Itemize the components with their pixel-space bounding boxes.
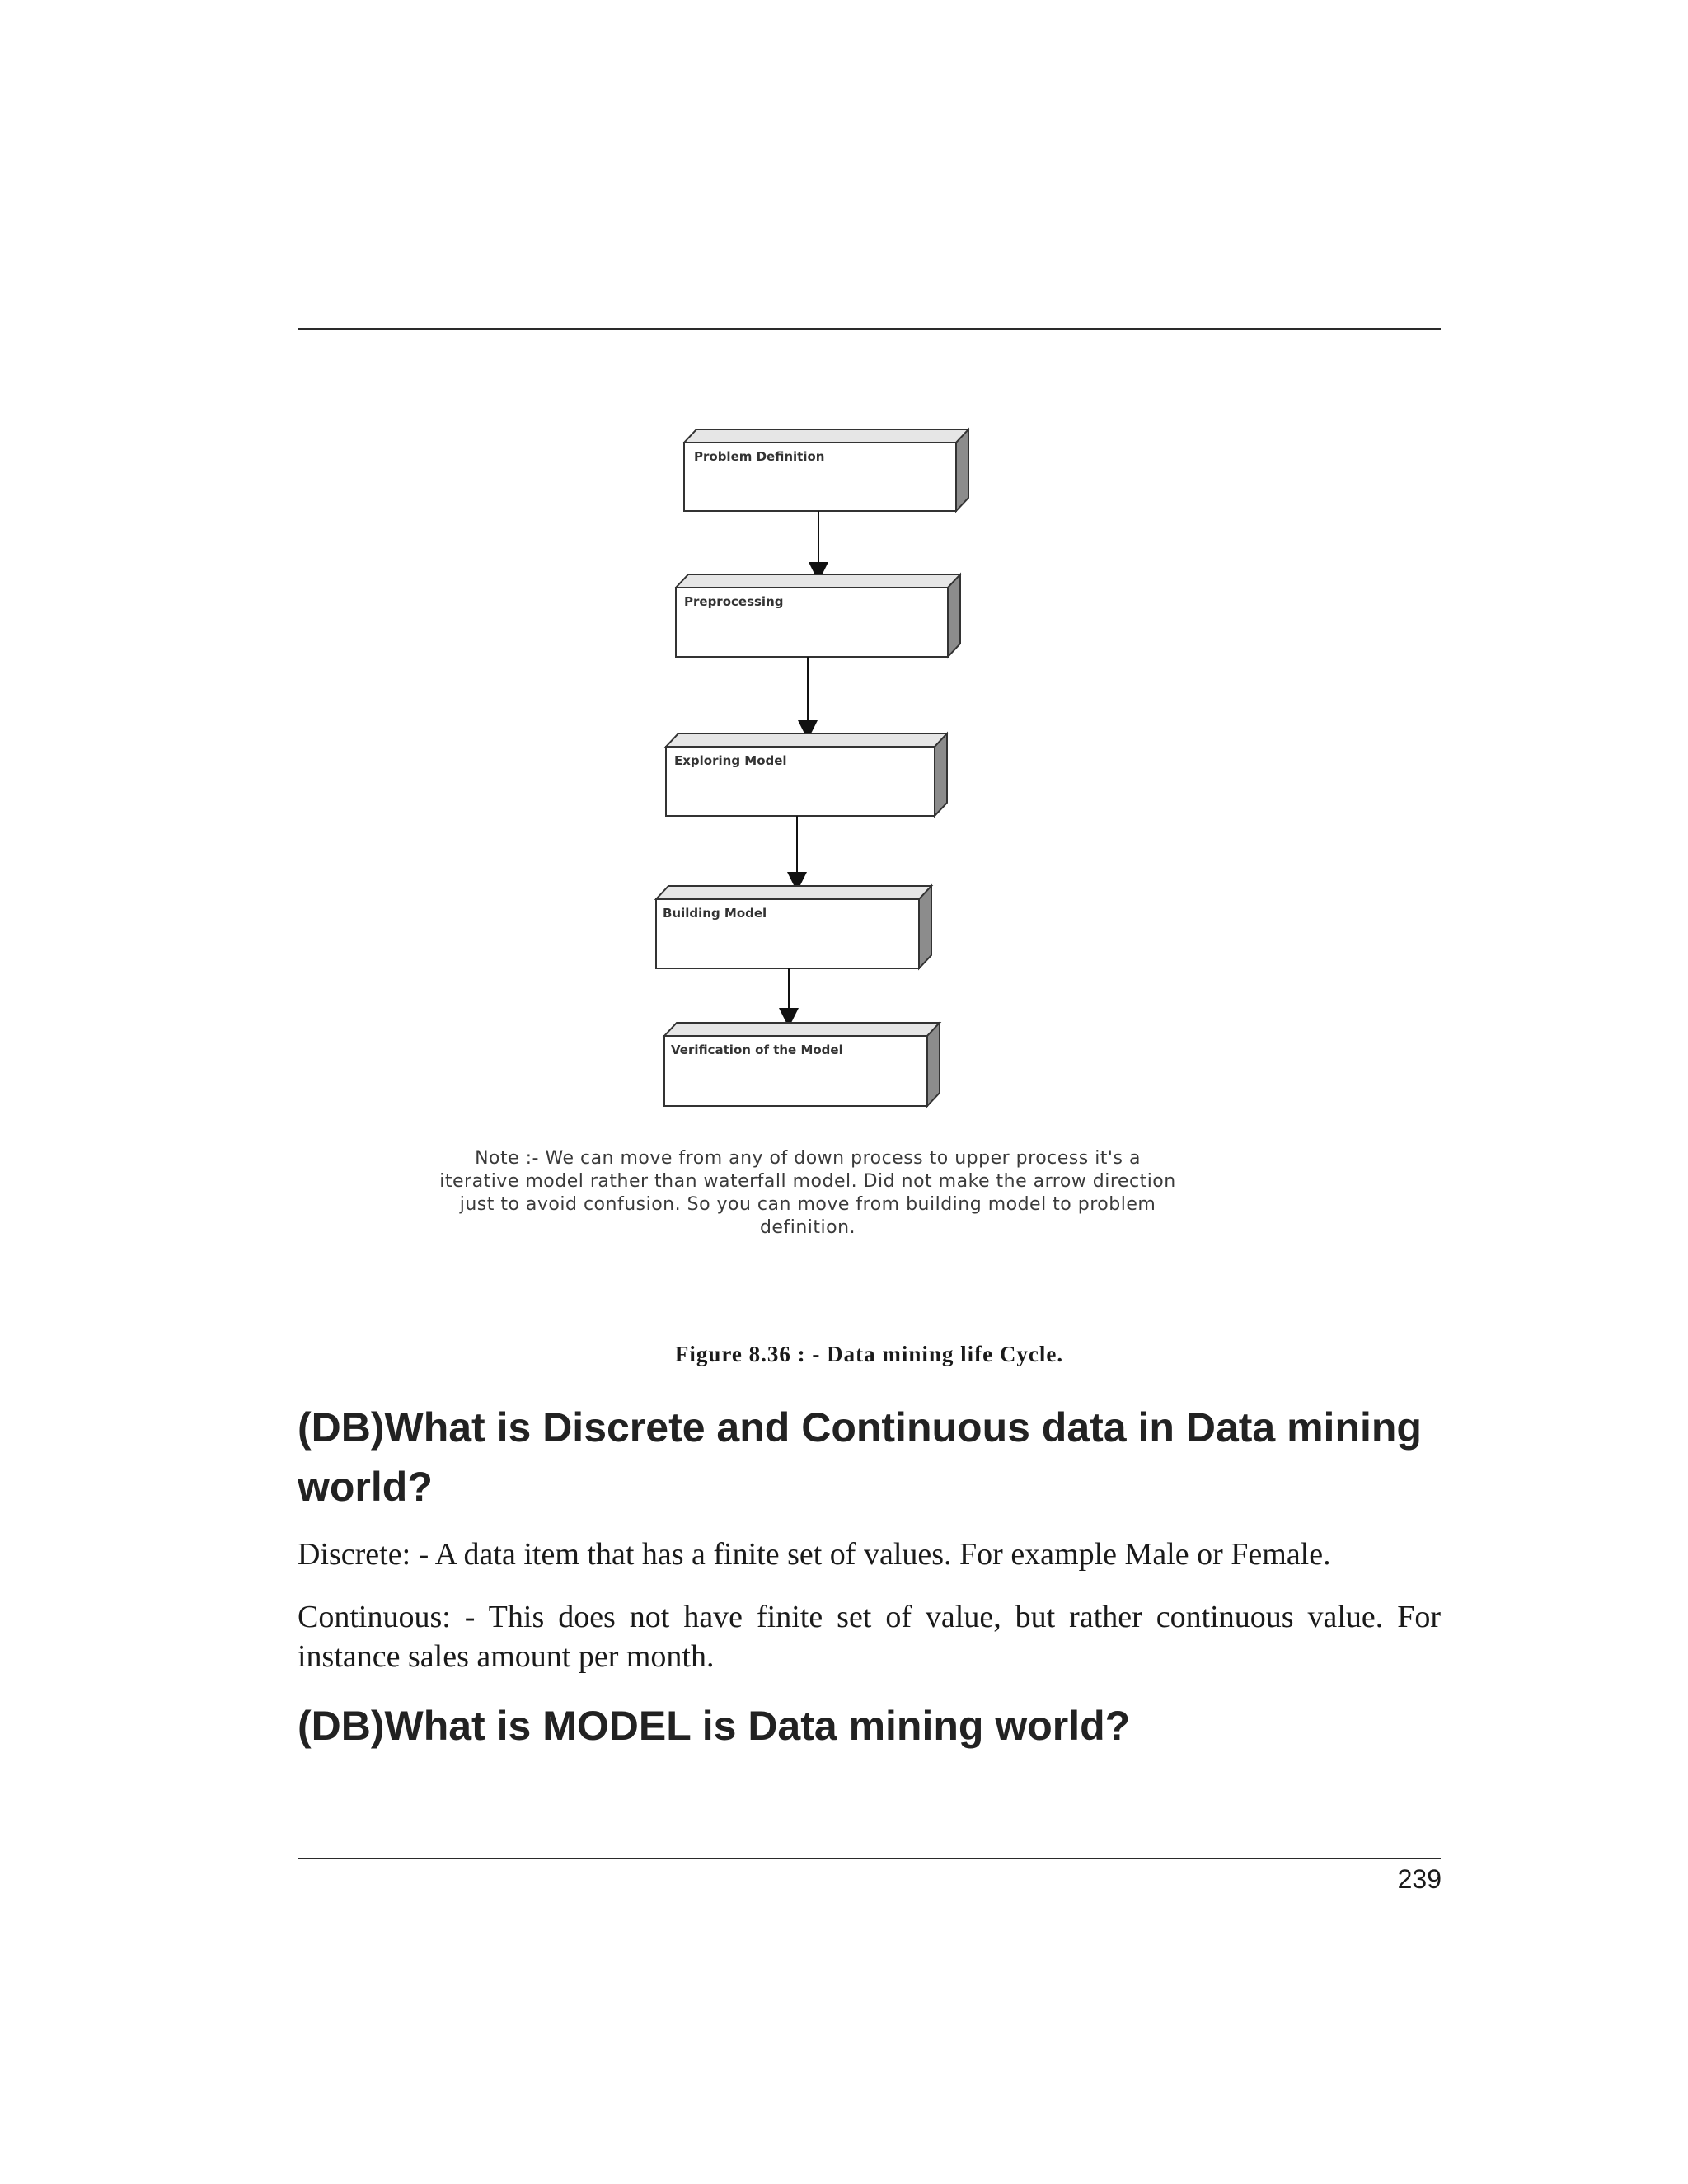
step-label: Problem Definition	[694, 449, 825, 464]
step-box-preprocessing	[676, 574, 960, 657]
note-line: just to avoid confusion. So you can move from building model to problem	[459, 1194, 1156, 1215]
step-label: Building Model	[663, 906, 767, 921]
paragraph-continuous: Continuous: - This does not have finite set of value, but rather continuous value. For instance sales amount per month.	[298, 1600, 1441, 1674]
note-line: definition.	[759, 1217, 856, 1238]
step-label: Verification of the Model	[671, 1043, 843, 1057]
step-label: Preprocessing	[684, 594, 784, 609]
step-label: Exploring Model	[674, 753, 787, 768]
section-heading: (DB)What is MODEL is Data mining world?	[298, 1703, 1131, 1749]
step-box-building-model	[656, 886, 931, 968]
page-number: 239	[1397, 1864, 1442, 1894]
paragraph-discrete: Discrete: - A data item that has a finite set of values. For example Male or Female.	[298, 1537, 1331, 1572]
note-line: iterative model rather than waterfall model. Did not make the arrow direction	[439, 1171, 1176, 1192]
figure-caption: Figure 8.36 : - Data mining life Cycle.	[674, 1342, 1064, 1366]
figure-note	[354, 1147, 1261, 1240]
bottom-rule	[298, 1858, 1441, 1859]
note-line: Note :- We can move from any of down process to upper process it's a	[475, 1148, 1141, 1169]
section-heading: (DB)What is Discrete and Continuous data in Data mining world?	[298, 1404, 1422, 1510]
step-box-exploring-model	[666, 733, 947, 816]
step-box-problem-definition	[684, 429, 968, 511]
step-box-verification-of-the-model	[664, 1023, 940, 1106]
